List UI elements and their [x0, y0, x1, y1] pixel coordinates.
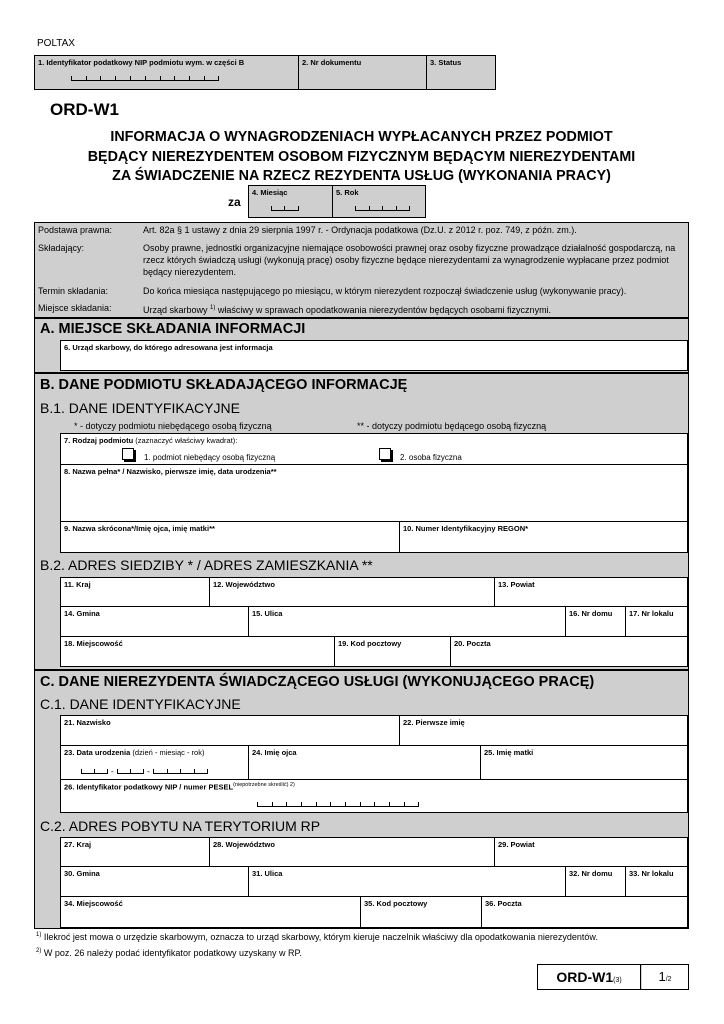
- c-apartment-label: 33. Nr lokalu: [629, 869, 674, 878]
- full-name-field[interactable]: [60, 464, 688, 522]
- c-voivodeship-label: 28. Województwo: [213, 840, 275, 849]
- footnote-2: $^{2)}$ W poz. 26 należy podać identyfikator podatkowy uzyskany w RP.: [36, 948, 302, 958]
- tax-id-label: 26. Identyfikator podatkowy NIP / numer $PESEL^{(niepotrzebne skreślić) 2)}$: [64, 782, 295, 792]
- birth-date-field[interactable]: [60, 745, 249, 780]
- nip-field[interactable]: [35, 56, 299, 89]
- month-digit-boxes: [271, 206, 299, 211]
- date-separator: -: [147, 767, 150, 776]
- c-street-label: 31. Ulica: [252, 869, 283, 878]
- first-name-field[interactable]: [399, 715, 688, 746]
- birth-day-boxes: [81, 769, 108, 774]
- entity-type-label: 7. Rodzaj podmiotu (zaznaczyć właściwy kwadrat):: [64, 436, 238, 445]
- option-non-person-checkbox[interactable]: [122, 448, 134, 460]
- c-commune-field[interactable]: [60, 866, 249, 897]
- mother-name-field[interactable]: [480, 745, 688, 780]
- c-street-field[interactable]: [248, 866, 566, 897]
- za-label: za: [228, 195, 241, 209]
- c-country-label: 27. Kraj: [64, 840, 92, 849]
- section-b-title: B. DANE PODMIOTU SKŁADAJĄCEGO INFORMACJĘ: [40, 377, 408, 393]
- c-city-label: 34. Miejscowość: [64, 899, 123, 908]
- header-fields: [34, 55, 496, 90]
- b-city-field[interactable]: [60, 636, 335, 667]
- divider: [34, 669, 689, 671]
- nip-digit-boxes: [71, 76, 219, 81]
- b-street-field[interactable]: [248, 606, 566, 637]
- section-a-title: A. MIEJSCE SKŁADANIA INFORMACJI: [40, 321, 306, 337]
- c-county-field[interactable]: [494, 837, 688, 867]
- option-person-checkbox[interactable]: [379, 448, 391, 460]
- status-field: [427, 56, 495, 89]
- status-label: 3. Status: [430, 58, 462, 67]
- regon-label: 10. Numer Identyfikacyjny REGON*: [403, 524, 529, 533]
- title-line-1: INFORMACJA O WYNAGRODZENIACH WYPŁACANYCH PRZEZ PODMIOT: [110, 129, 613, 145]
- b-postal-code-field[interactable]: [334, 636, 451, 667]
- option-person-label: 2. osoba fizyczna: [400, 453, 462, 462]
- legal-basis-label: Podstawa prawna:: [38, 225, 113, 235]
- option-non-person-label: 1. podmiot niebędący osobą fizyczną: [144, 453, 276, 462]
- tax-office-label: 6. Urząd skarbowy, do którego adresowana jest informacja: [64, 343, 273, 352]
- b-country-label: 11. Kraj: [64, 580, 91, 589]
- month-field[interactable]: [249, 186, 333, 217]
- c-house-number-label: 32. Nr domu: [569, 869, 613, 878]
- tax-id-digit-boxes: [257, 802, 419, 807]
- deadline-label: Termin składania:: [38, 286, 109, 296]
- doc-number-label: 2. Nr dokumentu: [302, 58, 362, 67]
- tax-office-field[interactable]: [60, 340, 688, 371]
- doc-number-field[interactable]: [299, 56, 427, 89]
- nip-label: 1. Identyfikator podatkowy NIP podmiotu wym. w części B: [38, 58, 245, 67]
- c-apartment-field[interactable]: [625, 866, 688, 897]
- title-line-3: ZA ŚWIADCZENIE NA RZECZ REZYDENTA USŁUG (WYKONANIA PRACY): [112, 168, 611, 184]
- form-code: ORD-W1: [50, 100, 119, 119]
- b-voivodeship-label: 12. Województwo: [213, 580, 275, 589]
- year-field[interactable]: [333, 186, 425, 217]
- b-voivodeship-field[interactable]: [209, 577, 495, 607]
- footnote-1: $^{1)}$ Ilekroć jest mowa o urzędzie skarbowym, oznacza to urząd skarbowy, którym kieruje naczelnik właściwy dla opodatkowania nierezydentów.: [36, 932, 598, 942]
- page-number: 1/2: [642, 965, 688, 989]
- c-voivodeship-field[interactable]: [209, 837, 495, 867]
- birth-year-boxes: [153, 769, 208, 774]
- form-title: [34, 128, 689, 187]
- note-person: ** - dotyczy podmiotu będącego osobą fizyczną: [357, 421, 547, 431]
- section-c-title: C. DANE NIEREZYDENTA ŚWIADCZĄCEGO USŁUGI (WYKONUJĄCEGO PRACĘ): [40, 674, 595, 690]
- entity-type-field: [60, 433, 688, 465]
- year-digit-boxes: [355, 206, 410, 211]
- mother-name-label: 25. Imię matki: [484, 748, 534, 757]
- date-separator: -: [111, 767, 114, 776]
- c-post-office-label: 36. Poczta: [485, 899, 522, 908]
- b-commune-label: 14. Gmina: [64, 609, 100, 618]
- regon-field[interactable]: [399, 521, 688, 553]
- tax-id-field[interactable]: [60, 779, 688, 813]
- b-apartment-label: 17. Nr lokalu: [629, 609, 674, 618]
- section-c1-title: C.1. DANE IDENTYFIKACYJNE: [40, 696, 241, 712]
- father-name-label: 24. Imię ojca: [252, 748, 297, 757]
- note-non-person: * - dotyczy podmiotu niebędącego osobą fizyczną: [74, 421, 272, 431]
- legal-basis-text: Art. 82a § 1 ustawy z dnia 29 sierpnia 1997 r. - Ordynacja podatkowa (Dz.U. z 2012 r. poz. 749, z późn. zm.).: [143, 225, 577, 235]
- filer-text: Osoby prawne, jednostki organizacyjne niemające osobowości prawnej oraz osoby fizyczne prowadzące działalność gospodarczą, na rzecz których świadczą usługi (wykonują pracę) osoby fizyczne będące nierezydentami za wynagrodzenie wypłacane przez podmiot będący nierezydentem.: [143, 243, 676, 277]
- b-county-label: 13. Powiat: [498, 580, 535, 589]
- place-text: Urząd skarbowy $^{1)}$ właściwy w sprawach opodatkowania nierezydentów będących osobami fizycznymi.: [143, 305, 552, 315]
- divider: [34, 317, 689, 319]
- deadline-text: Do końca miesiąca następującego po miesiącu, w którym nierezydent rozpoczął świadczenie usług (wykonywanie pracy).: [143, 286, 627, 296]
- place-label: Miejsce składania:: [38, 303, 112, 313]
- b-street-label: 15. Ulica: [252, 609, 283, 618]
- surname-field[interactable]: [60, 715, 400, 746]
- period-fields: [248, 185, 426, 218]
- page-footer: [537, 964, 689, 990]
- birth-date-label: 23. Data urodzenia (dzień - miesiąc - rok): [64, 748, 205, 757]
- surname-label: 21. Nazwisko: [64, 718, 111, 727]
- b-house-number-field[interactable]: [565, 606, 626, 637]
- short-name-field[interactable]: [60, 521, 400, 553]
- b-post-office-field[interactable]: [450, 636, 688, 667]
- footer-form-code: ORD-W1(3): [538, 965, 641, 989]
- b-apartment-field[interactable]: [625, 606, 688, 637]
- section-c2-title: C.2. ADRES POBYTU NA TERYTORIUM RP: [40, 818, 321, 834]
- section-b1-title: B.1. DANE IDENTYFIKACYJNE: [40, 400, 240, 416]
- c-commune-label: 30. Gmina: [64, 869, 100, 878]
- b-house-number-label: 16. Nr domu: [569, 609, 613, 618]
- year-label: 5. Rok: [336, 188, 359, 197]
- title-line-2: BĘDĄCY NIEREZYDENTEM OSOBOM FIZYCZNYM BĘDĄCYM NIEREZYDENTAMI: [87, 148, 636, 165]
- b-county-field[interactable]: [494, 577, 688, 607]
- b-city-label: 18. Miejscowość: [64, 639, 123, 648]
- b-postal-code-label: 19. Kod pocztowy: [338, 639, 402, 648]
- c-post-office-field[interactable]: [481, 896, 688, 928]
- month-label: 4. Miesiąc: [252, 188, 288, 197]
- filer-label: Składający:: [38, 243, 85, 253]
- divider: [34, 372, 689, 374]
- c-county-label: 29. Powiat: [498, 840, 535, 849]
- birth-month-boxes: [117, 769, 144, 774]
- c-city-field[interactable]: [60, 896, 361, 928]
- b-country-field[interactable]: [60, 577, 210, 607]
- short-name-label: 9. Nazwa skrócona*/Imię ojca, imię matki**: [64, 524, 215, 533]
- father-name-field[interactable]: [248, 745, 481, 780]
- c-postal-code-label: 35. Kod pocztowy: [364, 899, 428, 908]
- full-name-label: 8. Nazwa pełna* / Nazwisko, pierwsze imię, data urodzenia**: [64, 467, 277, 476]
- b-commune-field[interactable]: [60, 606, 249, 637]
- first-name-label: 22. Pierwsze imię: [403, 718, 465, 727]
- section-b2-title: B.2. ADRES SIEDZIBY * / ADRES ZAMIESZKANIA **: [40, 557, 373, 573]
- c-country-field[interactable]: [60, 837, 210, 867]
- b-post-office-label: 20. Poczta: [454, 639, 491, 648]
- brand-label: POLTAX: [37, 38, 75, 49]
- c-postal-code-field[interactable]: [360, 896, 482, 928]
- c-house-number-field[interactable]: [565, 866, 626, 897]
